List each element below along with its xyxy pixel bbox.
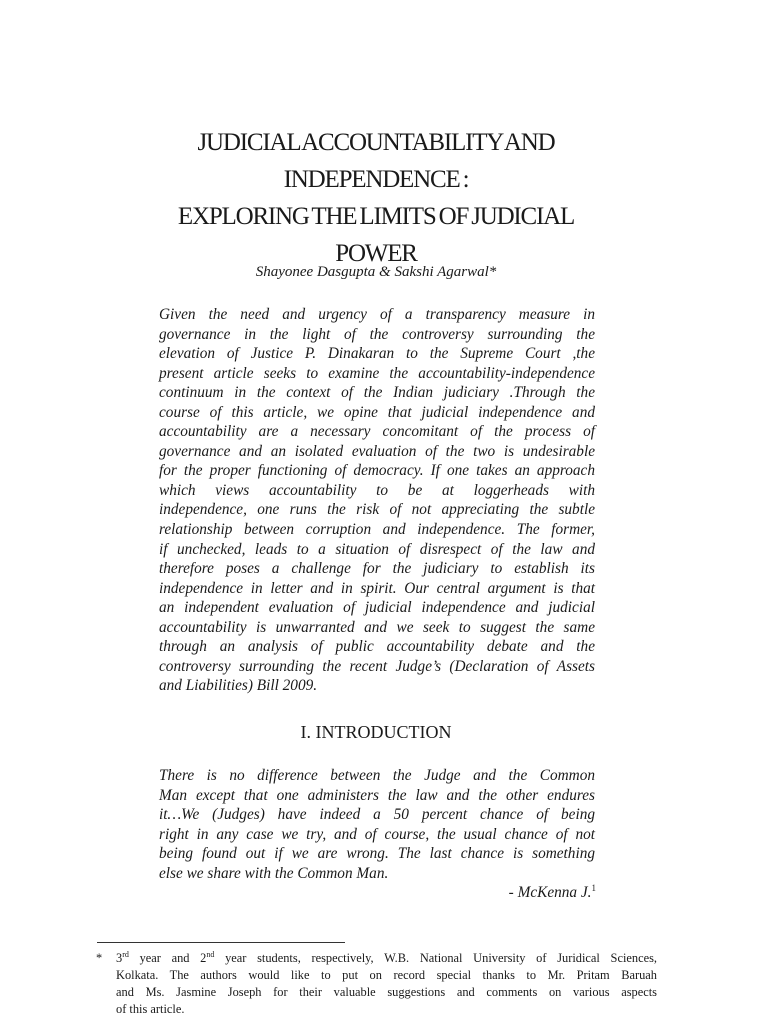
abstract-line: an independent evaluation of judicial independence and judicial [159,599,595,617]
abstract-line: relationship between corruption and independence. The former, [159,521,595,539]
footnote-text [116,950,657,1018]
abstract-line: elevation of Justice P. Dinakaran to the Supreme Court ,the [159,345,595,363]
title-line: POWER [335,240,417,267]
quote-line: being found out if we are wrong. The last chance is something [159,845,595,862]
ordinal-number: 2 [200,951,207,965]
footnote-line: of this article. [116,1002,185,1016]
author-line: Shayonee Dasgupta & Sakshi Agarwal* [255,264,497,280]
abstract-line: accountability is unwarranted and we seek to suggest the same [159,618,595,636]
attribution-text: - McKenna J. [508,884,592,901]
abstract-line: Given the need and urgency of a transparency measure in [159,306,595,323]
abstract-line: accountability are a necessary concomitant of the process of [159,423,595,441]
abstract-line: for the proper functioning of democracy. If one takes an approach [159,462,595,480]
quote-line: right in any case we try, and of course, the usual chance of not [159,825,595,843]
abstract-line: continuum in the context of the Indian judiciary .Through the [159,384,595,402]
abstract-line: present article seeks to examine the accountability-independence [159,364,595,382]
abstract-line: independence, one runs the risk of not appreciating the subtle [159,501,595,519]
footnote-reference[interactable]: 1 [591,882,596,893]
abstract-line: if unchecked, leads to a situation of disrespect of the law and [159,540,595,558]
quote-line: it…We (Judges) have indeed a 50 percent chance of being [159,806,595,823]
quote-line: Man except that one administers the law and the other endures [159,786,595,804]
title-line: INDEPENDENCE : [283,166,469,193]
ordinal-suffix: nd [206,949,215,959]
quote-line: There is no difference between the Judge and the Common [159,767,595,784]
footnote-divider [97,942,345,943]
abstract-line: through an analysis of public accountability debate and the [159,638,595,656]
abstract-line: course of this article, we opine that judicial independence and [159,403,595,421]
footnote-line: Kolkata. The authors would like to put on record special thanks to Mr. Pritam Baruah [116,968,657,982]
abstract-line: controversy surrounding the recent Judge’s (Declaration of Assets [159,657,595,675]
footnote-segment: year students, respectively, W.B. National University of Juridical Sciences, [214,951,657,965]
abstract-line: governance in the light of the controversy surrounding the [159,325,595,343]
footnote-line: and Ms. Jasmine Joseph for their valuable suggestions and comments on various aspects [116,985,657,999]
ordinal-suffix: rd [122,949,129,959]
footnote-segment: year and [128,951,201,965]
footnote-marker: * [96,951,103,965]
section-heading: I. INTRODUCTION [300,722,452,742]
abstract [159,305,595,696]
quote-line: else we share with the Common Man. [159,864,389,882]
quote-attribution [509,883,596,903]
abstract-line: governance and an isolated evaluation of the two is undesirable [159,442,595,460]
abstract-line: which views accountability to be at loggerheads with [159,481,595,499]
epigraph-quote [159,766,595,883]
abstract-line: therefore poses a challenge for the judiciary to establish its [159,560,595,578]
abstract-line: and Liabilities) Bill 2009. [159,677,318,695]
article-title [100,124,652,272]
title-line: EXPLORING THE LIMITS OF JUDICIAL [177,203,575,230]
ordinal-number: 3 [116,951,123,965]
footnote-line [116,950,657,967]
title-line: JUDICIAL ACCOUNTABILITY AND [197,129,555,156]
footnote [96,950,657,1018]
abstract-line: independence in letter and in spirit. Our central argument is that [159,579,595,597]
